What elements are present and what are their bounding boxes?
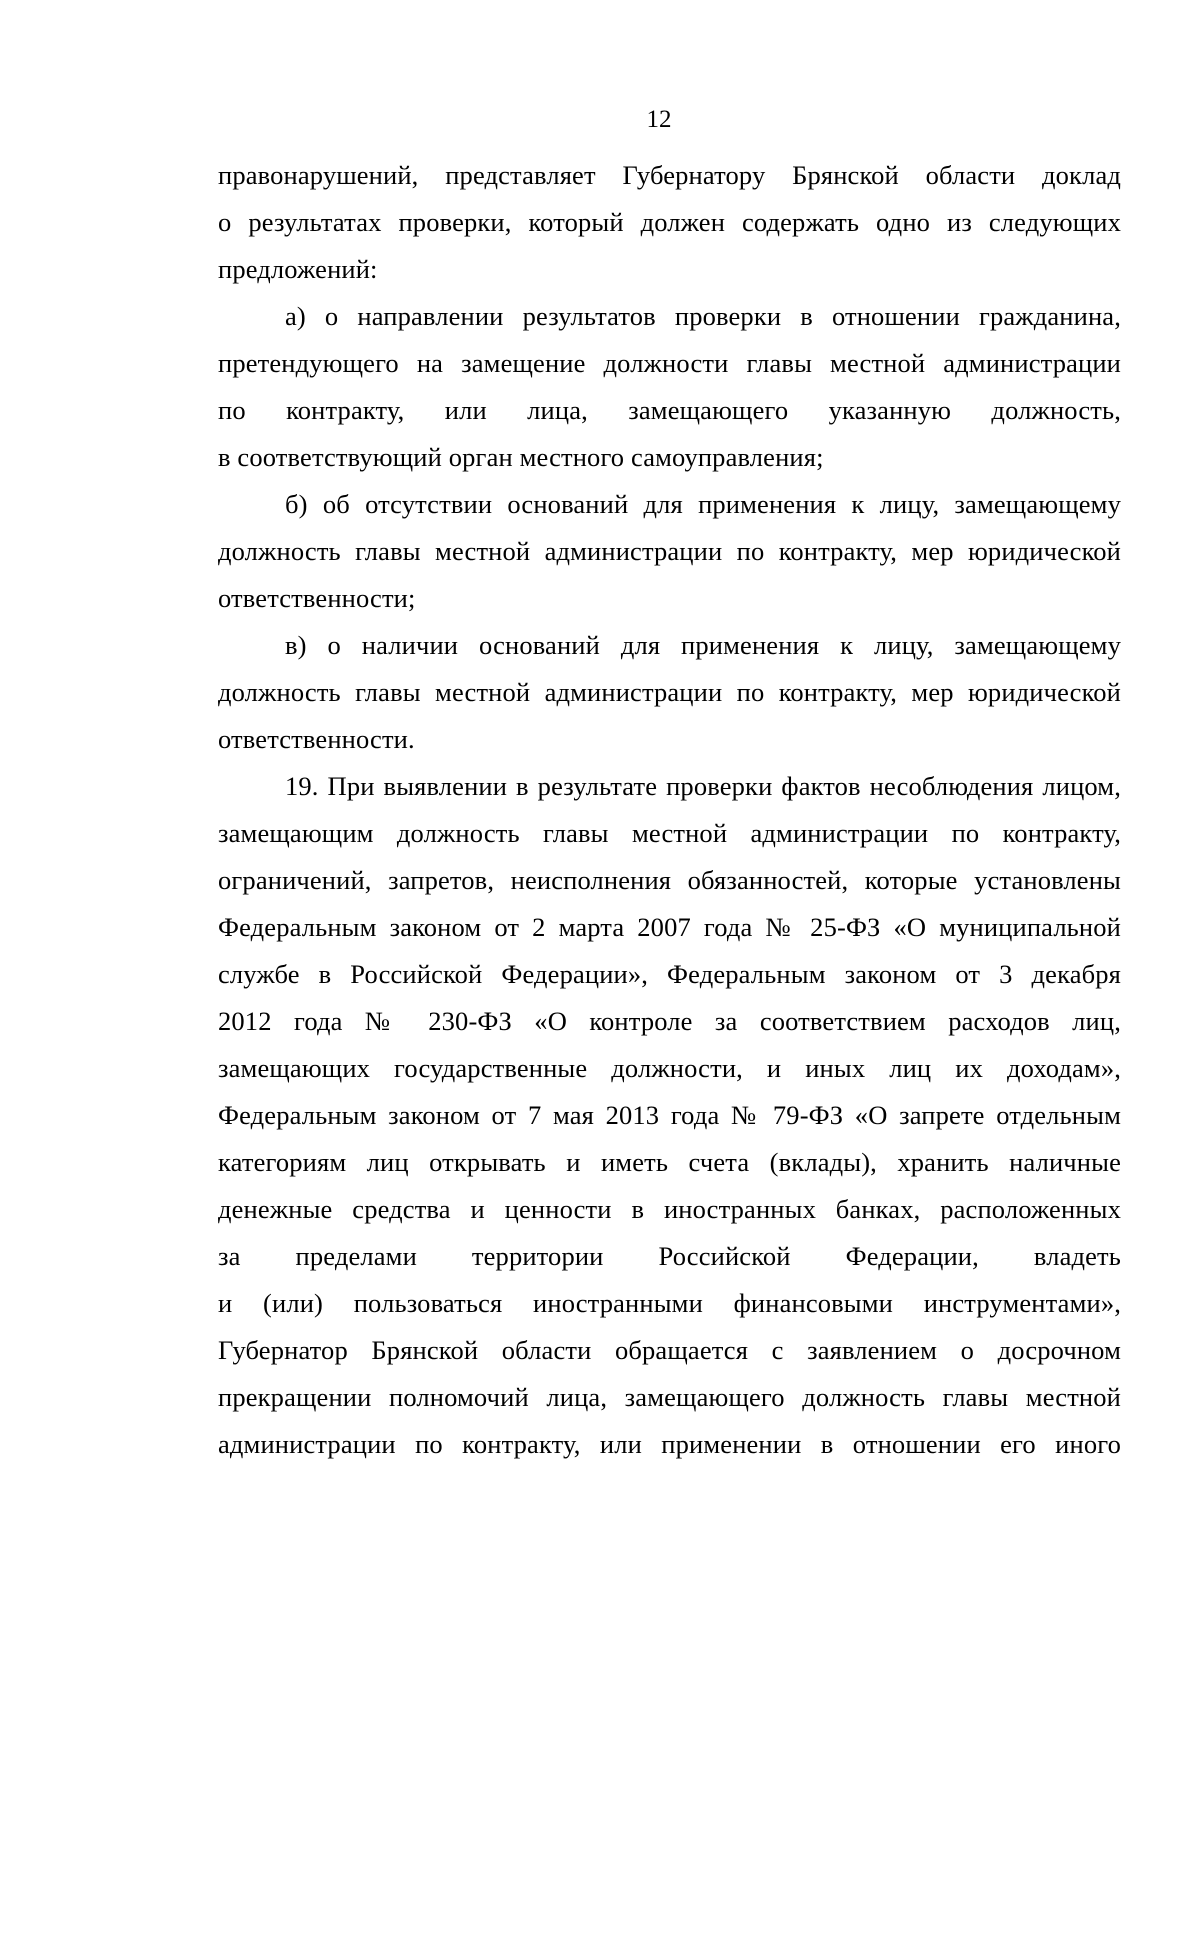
text-line: категориям лиц открывать и иметь счета (вклады), хранить наличные xyxy=(218,1147,1121,1177)
document-body xyxy=(218,152,1121,1468)
text-line: в соответствующий орган местного самоуправления; xyxy=(218,442,824,472)
paragraph-clause-19 xyxy=(218,763,1121,1468)
text-line: замещающим должность главы местной администрации по контракту, xyxy=(218,818,1121,848)
text-line: 2012 года № 230-ФЗ «О контроле за соответствием расходов лиц, xyxy=(218,1006,1121,1036)
text-line: должность главы местной администрации по контракту, мер юридической xyxy=(218,536,1121,566)
text-line: о результатах проверки, который должен содержать одно из следующих xyxy=(218,207,1121,237)
paragraph-intro xyxy=(218,152,1121,293)
text-line: администрации по контракту, или применении в отношении его иного xyxy=(218,1429,1121,1459)
text-line: и (или) пользоваться иностранными финансовыми инструментами», xyxy=(218,1288,1121,1318)
text-line: за пределами территории Российской Федерации, владеть xyxy=(218,1241,1121,1271)
text-line: Губернатор Брянской области обращается с заявлением о досрочном xyxy=(218,1335,1121,1365)
paragraph-item-v xyxy=(218,622,1121,763)
text-line: в) о наличии оснований для применения к лицу, замещающему xyxy=(285,630,1121,660)
text-line: по контракту, или лица, замещающего указанную должность, xyxy=(218,395,1121,425)
text-line: Федеральным законом от 7 мая 2013 года № 79-ФЗ «О запрете отдельным xyxy=(218,1100,1121,1130)
text-line: предложений: xyxy=(218,254,378,284)
text-line: 19. При выявлении в результате проверки фактов несоблюдения лицом, xyxy=(285,771,1121,801)
page-number: 12 xyxy=(646,106,672,133)
text-line: претендующего на замещение должности главы местной администрации xyxy=(218,348,1121,378)
text-line: денежные средства и ценности в иностранных банках, расположенных xyxy=(218,1194,1121,1224)
text-line: замещающих государственные должности, и иных лиц их доходам», xyxy=(218,1053,1121,1083)
paragraph-item-b xyxy=(218,481,1121,622)
text-line: Федеральным законом от 2 марта 2007 года № 25-ФЗ «О муниципальной xyxy=(218,912,1121,942)
text-line: а) о направлении результатов проверки в отношении гражданина, xyxy=(285,301,1121,331)
text-line: ответственности; xyxy=(218,583,416,613)
text-line: должность главы местной администрации по контракту, мер юридической xyxy=(218,677,1121,707)
text-line: службе в Российской Федерации», Федеральным законом от 3 декабря xyxy=(218,959,1121,989)
text-line: прекращении полномочий лица, замещающего должность главы местной xyxy=(218,1382,1121,1412)
text-line: ограничений, запретов, неисполнения обязанностей, которые установлены xyxy=(218,865,1121,895)
text-line: ответственности. xyxy=(218,724,415,754)
paragraph-item-a xyxy=(218,293,1121,481)
text-line: правонарушений, представляет Губернатору Брянской области доклад xyxy=(218,160,1121,190)
text-line: б) об отсутствии оснований для применения к лицу, замещающему xyxy=(285,489,1121,519)
